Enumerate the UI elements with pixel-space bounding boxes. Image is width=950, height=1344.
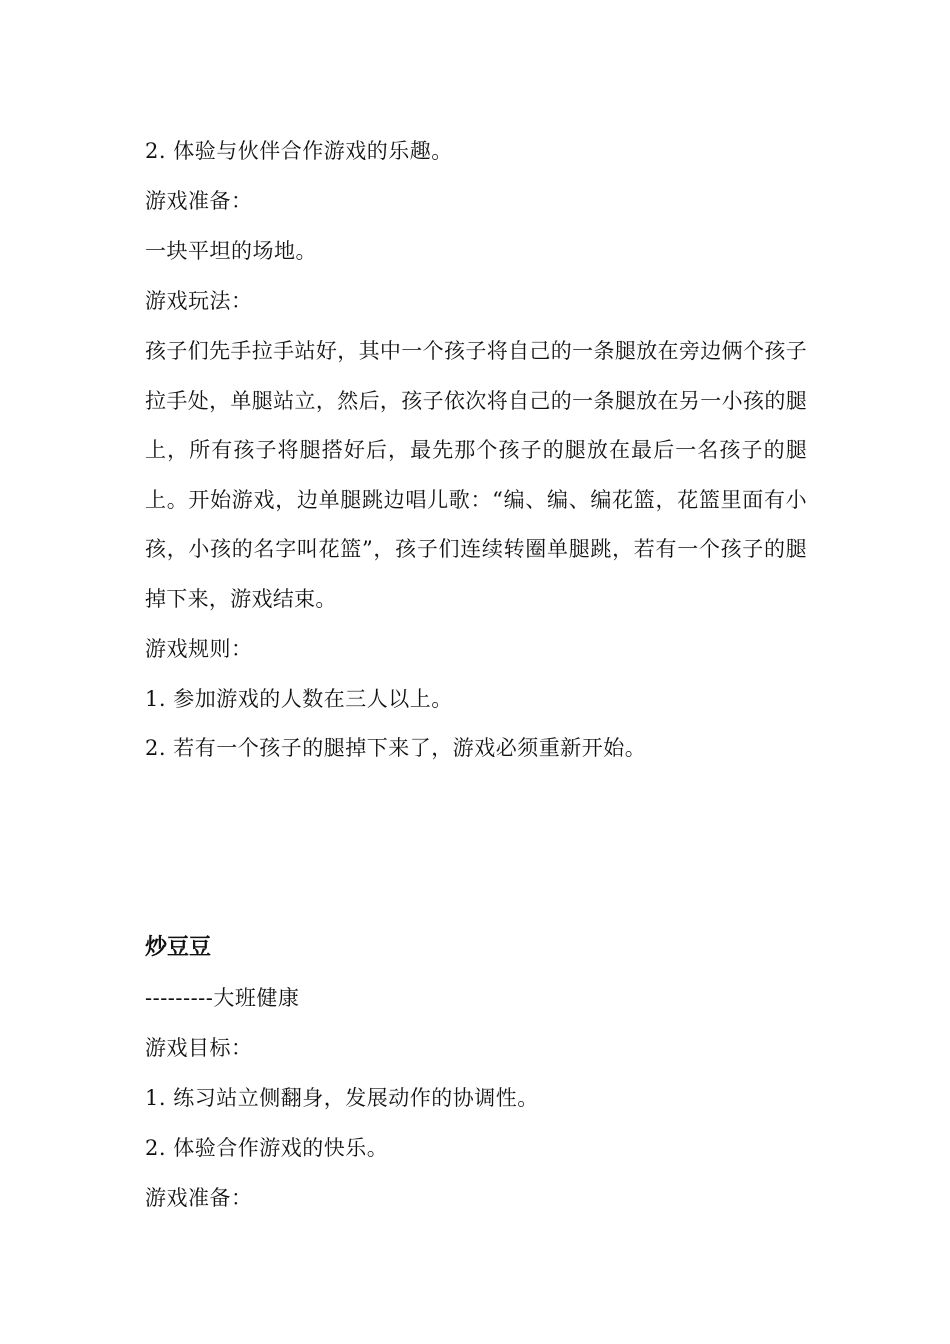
goal-item-2: 2. 体验与伙伴合作游戏的乐趣。 [145,139,453,163]
goal-heading: 游戏目标： [145,1036,253,1060]
rules-heading: 游戏规则： [145,637,253,661]
goal-item-1: 1. 练习站立侧翻身，发展动作的协调性。 [145,1086,539,1110]
rule-item-1: 1. 参加游戏的人数在三人以上。 [145,687,453,711]
play-heading: 游戏玩法： [145,289,253,313]
game-title: 炒豆豆 [145,935,212,960]
prep-text: 一块平坦的场地。 [145,239,317,263]
rule-item-2: 2. 若有一个孩子的腿掉下来了，游戏必须重新开始。 [145,736,647,760]
prep-heading: 游戏准备： [145,189,253,213]
goal-item-2b: 2. 体验合作游戏的快乐。 [145,1136,389,1160]
play-text: 孩子们先手拉手站好，其中一个孩子将自己的一条腿放在旁边俩个孩子拉手处，单腿站立，然后，孩子依次将自己的一条腿放在另一小孩的腿上，所有孩子将腿搭好后，最先那个孩子的腿放在最后一名孩子的腿上。开始游戏，边单腿跳边唱儿歌：“编、编、编花篮，花篮里面有小孩，小孩的名字叫花篮”，孩子们连续转圈单腿跳，若有一个孩子的腿掉下来，游戏结束。 [145,339,807,611]
game-subtitle: ---------大班健康 [145,986,300,1010]
prep-heading-2: 游戏准备： [145,1186,253,1210]
